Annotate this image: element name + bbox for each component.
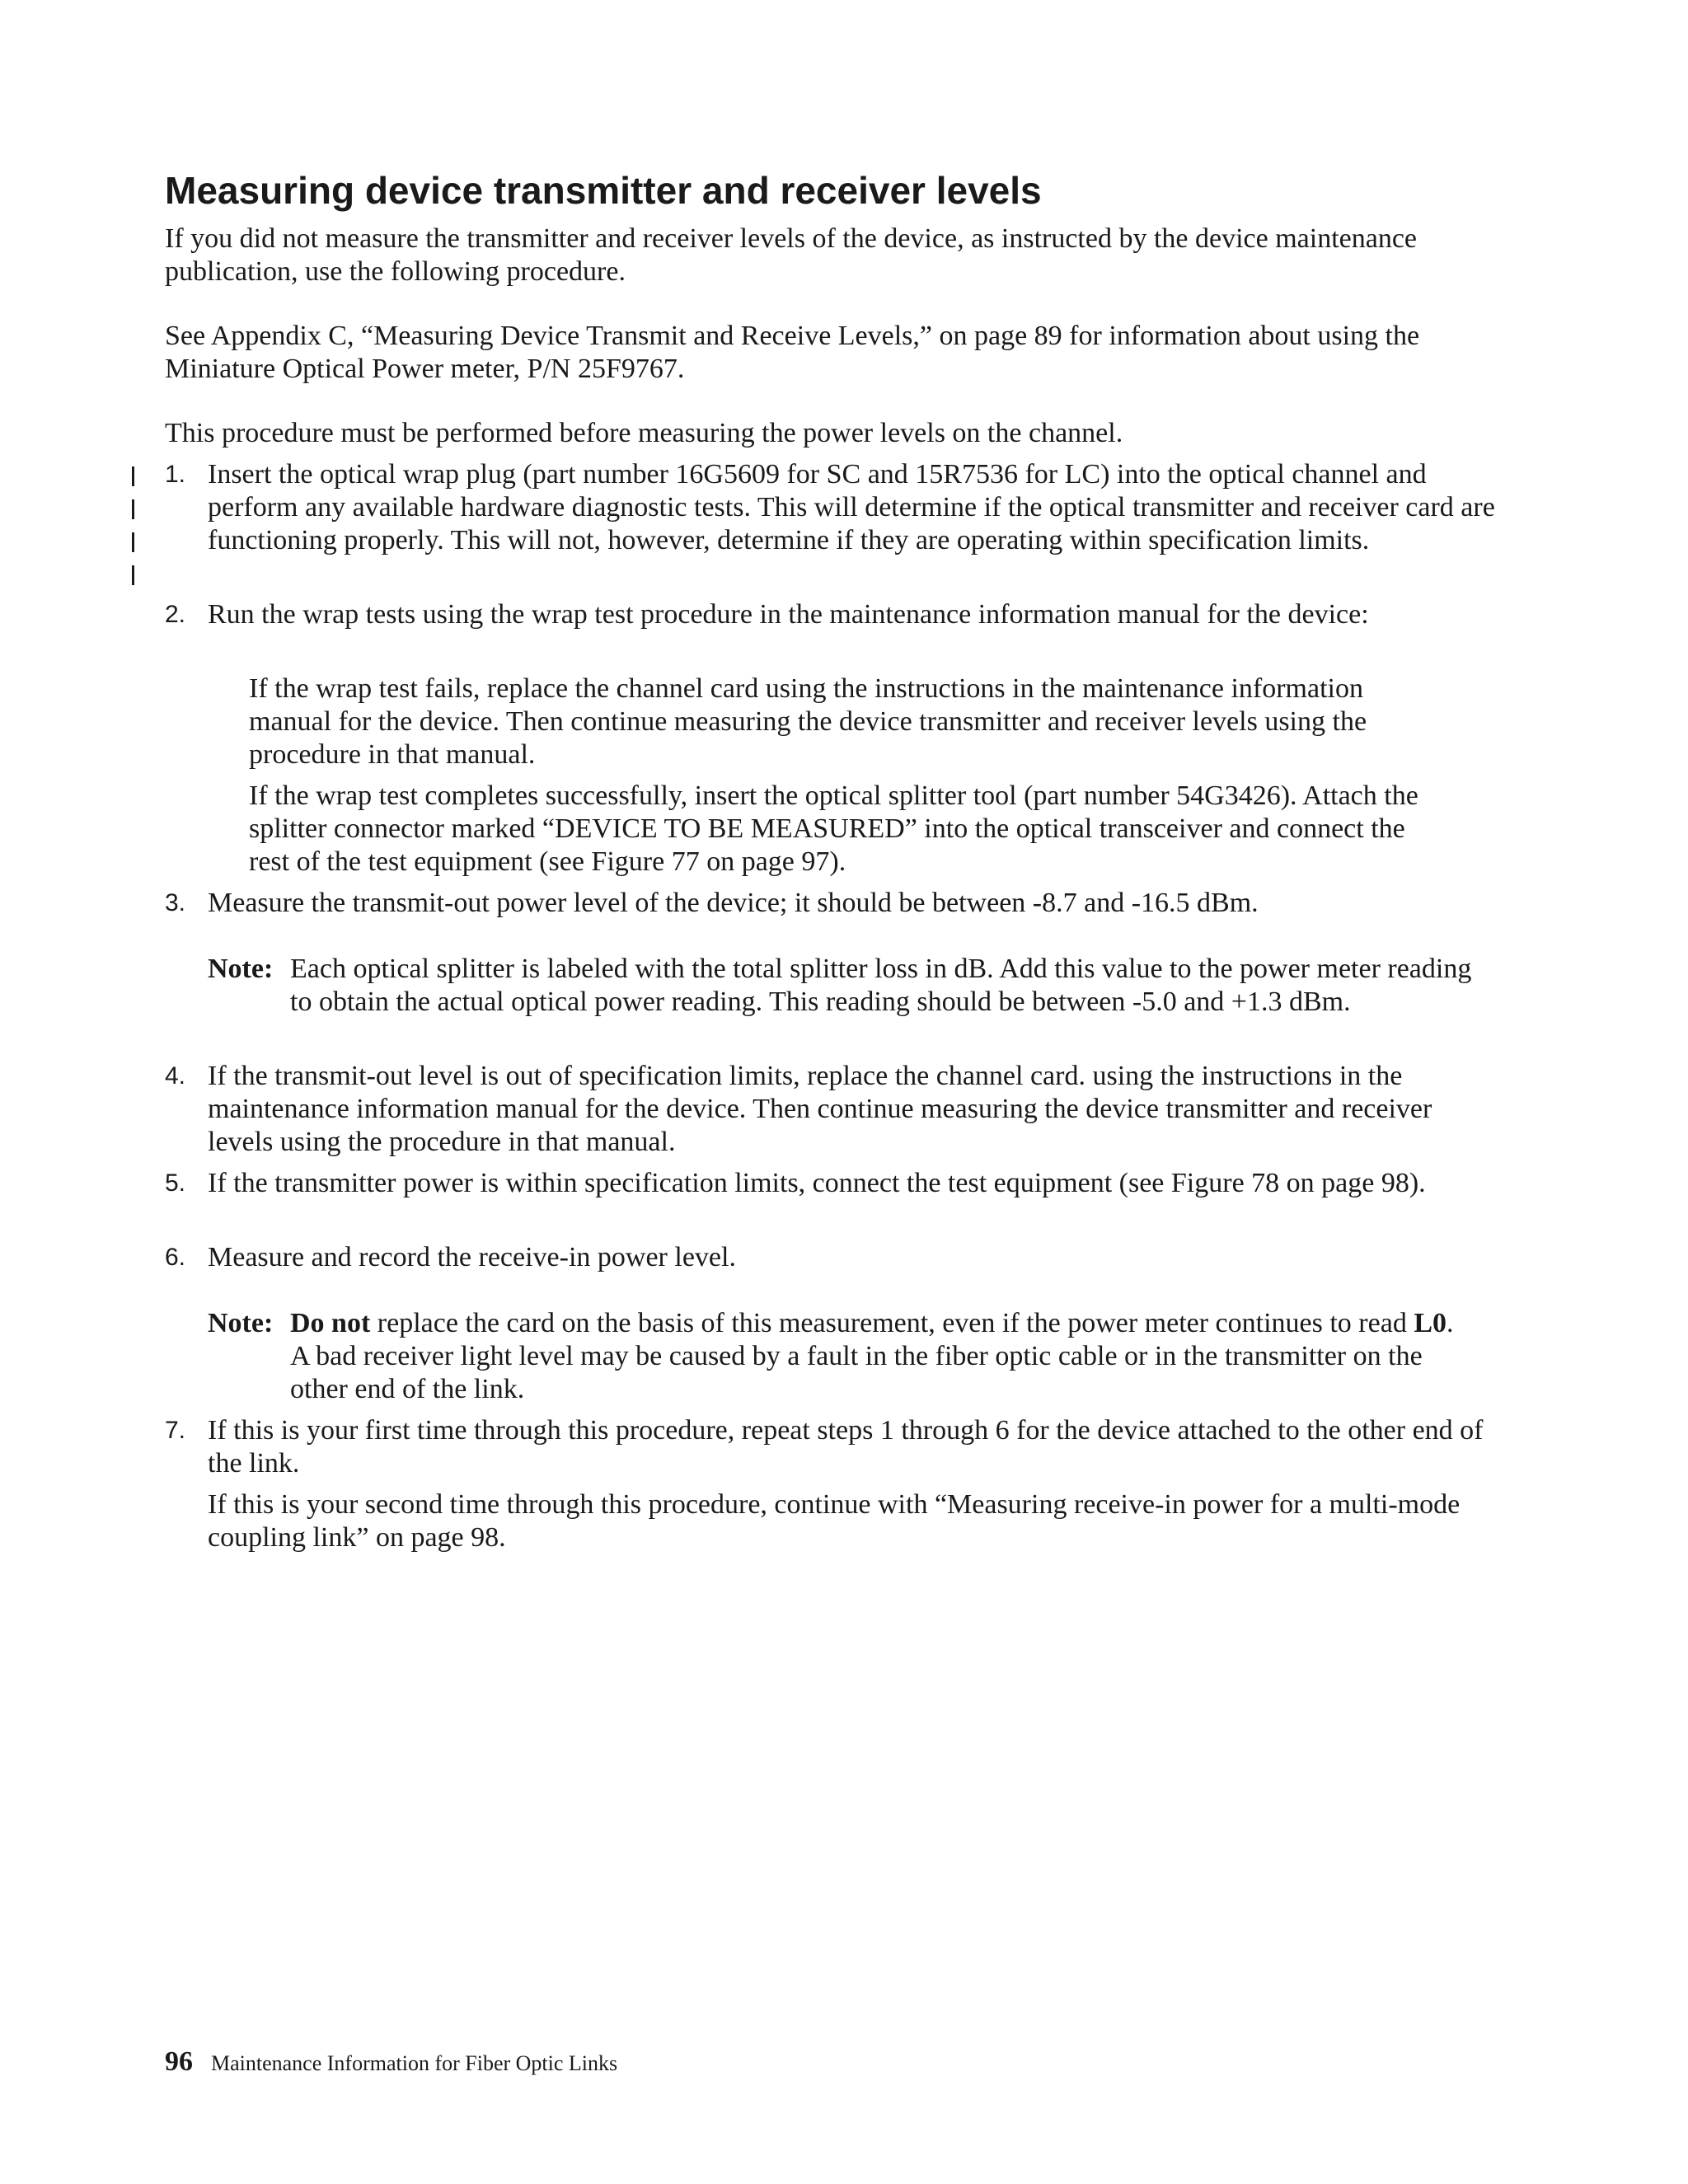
note-text-part: replace the card on the basis of this measurement, even if the power meter continues to read [370, 1308, 1414, 1338]
revision-bar [132, 499, 134, 519]
step-number: 4. [165, 1062, 186, 1090]
step-7-followup: If this is your second time through this procedure, continue with “Measuring receive-in power for a multi-mode coupling link” on page 98. [208, 1489, 1461, 1553]
step-text: If the transmitter power is within specification limits, connect the test equipment (see Figure 78 on page 98). [208, 1168, 1426, 1198]
step-number: 2. [165, 601, 186, 628]
revision-bar [132, 565, 134, 585]
step-4 [165, 1060, 1500, 1159]
step-text: If the transmit-out level is out of specification limits, replace the channel card. using the instructions in the maintenance information manual for the device. Then continue measuring the device transmitter and receiver levels using the procedure in that manual. [208, 1061, 1432, 1157]
step-5 [165, 1167, 1500, 1200]
step-6 [165, 1241, 1500, 1274]
page-footer [165, 2048, 617, 2078]
step-number: 5. [165, 1169, 186, 1197]
step-number: 6. [165, 1244, 186, 1271]
page-number: 96 [165, 2046, 193, 2077]
note-emphasis: Do not [290, 1308, 371, 1338]
step-2 [165, 598, 1500, 631]
step-text: Measure the transmit-out power level of the device; it should be between -8.7 and -16.5 dBm. [208, 888, 1259, 918]
step-1 [165, 458, 1500, 557]
step-2-subparagraph-2: If the wrap test completes successfully, insert the optical splitter tool (part number 54G3426). Attach the splitter connector marked “DEVICE TO BE MEASURED” into the optical transceiver and connect the rest of the test equipment (see Figure 77 on page 97). [249, 780, 1418, 877]
revision-bar [132, 466, 134, 486]
intro-paragraph-3: This procedure must be performed before measuring the power levels on the channel. [165, 418, 1123, 448]
note-text [290, 1307, 1477, 1406]
step-text: Measure and record the receive-in power level. [208, 1242, 736, 1272]
note-emphasis: L0 [1414, 1308, 1447, 1338]
step-number: 7. [165, 1417, 186, 1444]
step-number: 3. [165, 889, 186, 916]
intro-paragraph-2: See Appendix C, “Measuring Device Transmit and Receive Levels,” on page 89 for information about using the Miniature Optical Power meter, P/N 25F9767. [165, 321, 1420, 384]
step-2-subparagraph-1: If the wrap test fails, replace the channel card using the instructions in the maintenance information manual for the device. Then continue measuring the device transmitter and receiver levels using the procedure in that manual. [249, 673, 1367, 770]
note-text-part: . A bad receiver light level may be caused by a fault in the fiber optic cable or in the transmitter on the other end of the link. [290, 1308, 1454, 1404]
note-label: Note: [208, 954, 274, 984]
step-number: 1. [165, 461, 186, 488]
step-text: Run the wrap tests using the wrap test procedure in the maintenance information manual for the device: [208, 599, 1369, 630]
note-text: Each optical splitter is labeled with the total splitter loss in dB. Add this value to the power meter reading to obtain the actual optical power reading. This reading should be between -5.0 and +1.3 dBm. [290, 954, 1472, 1017]
page-title: Measuring device transmitter and receiver levels [165, 169, 1042, 212]
step-text: Insert the optical wrap plug (part number 16G5609 for SC and 15R7536 for LC) into the optical channel and perform any available hardware diagnostic tests. This will determine if the optical transmitter and receiver card are functioning properly. This will not, however, determine if they are operating within specification limits. [208, 459, 1495, 555]
step-7 [165, 1414, 1500, 1480]
note-label: Note: [208, 1308, 274, 1338]
step-text: If this is your first time through this procedure, repeat steps 1 through 6 for the device attached to the other end of the link. [208, 1415, 1484, 1479]
step-3-note [208, 953, 1477, 1019]
step-3 [165, 887, 1500, 920]
step-6-note [208, 1307, 1477, 1406]
footer-title: Maintenance Information for Fiber Optic Links [211, 2051, 618, 2075]
intro-paragraph-1: If you did not measure the transmitter and receiver levels of the device, as instructed by the device maintenance publication, use the following procedure. [165, 223, 1418, 287]
revision-bar [132, 532, 134, 552]
